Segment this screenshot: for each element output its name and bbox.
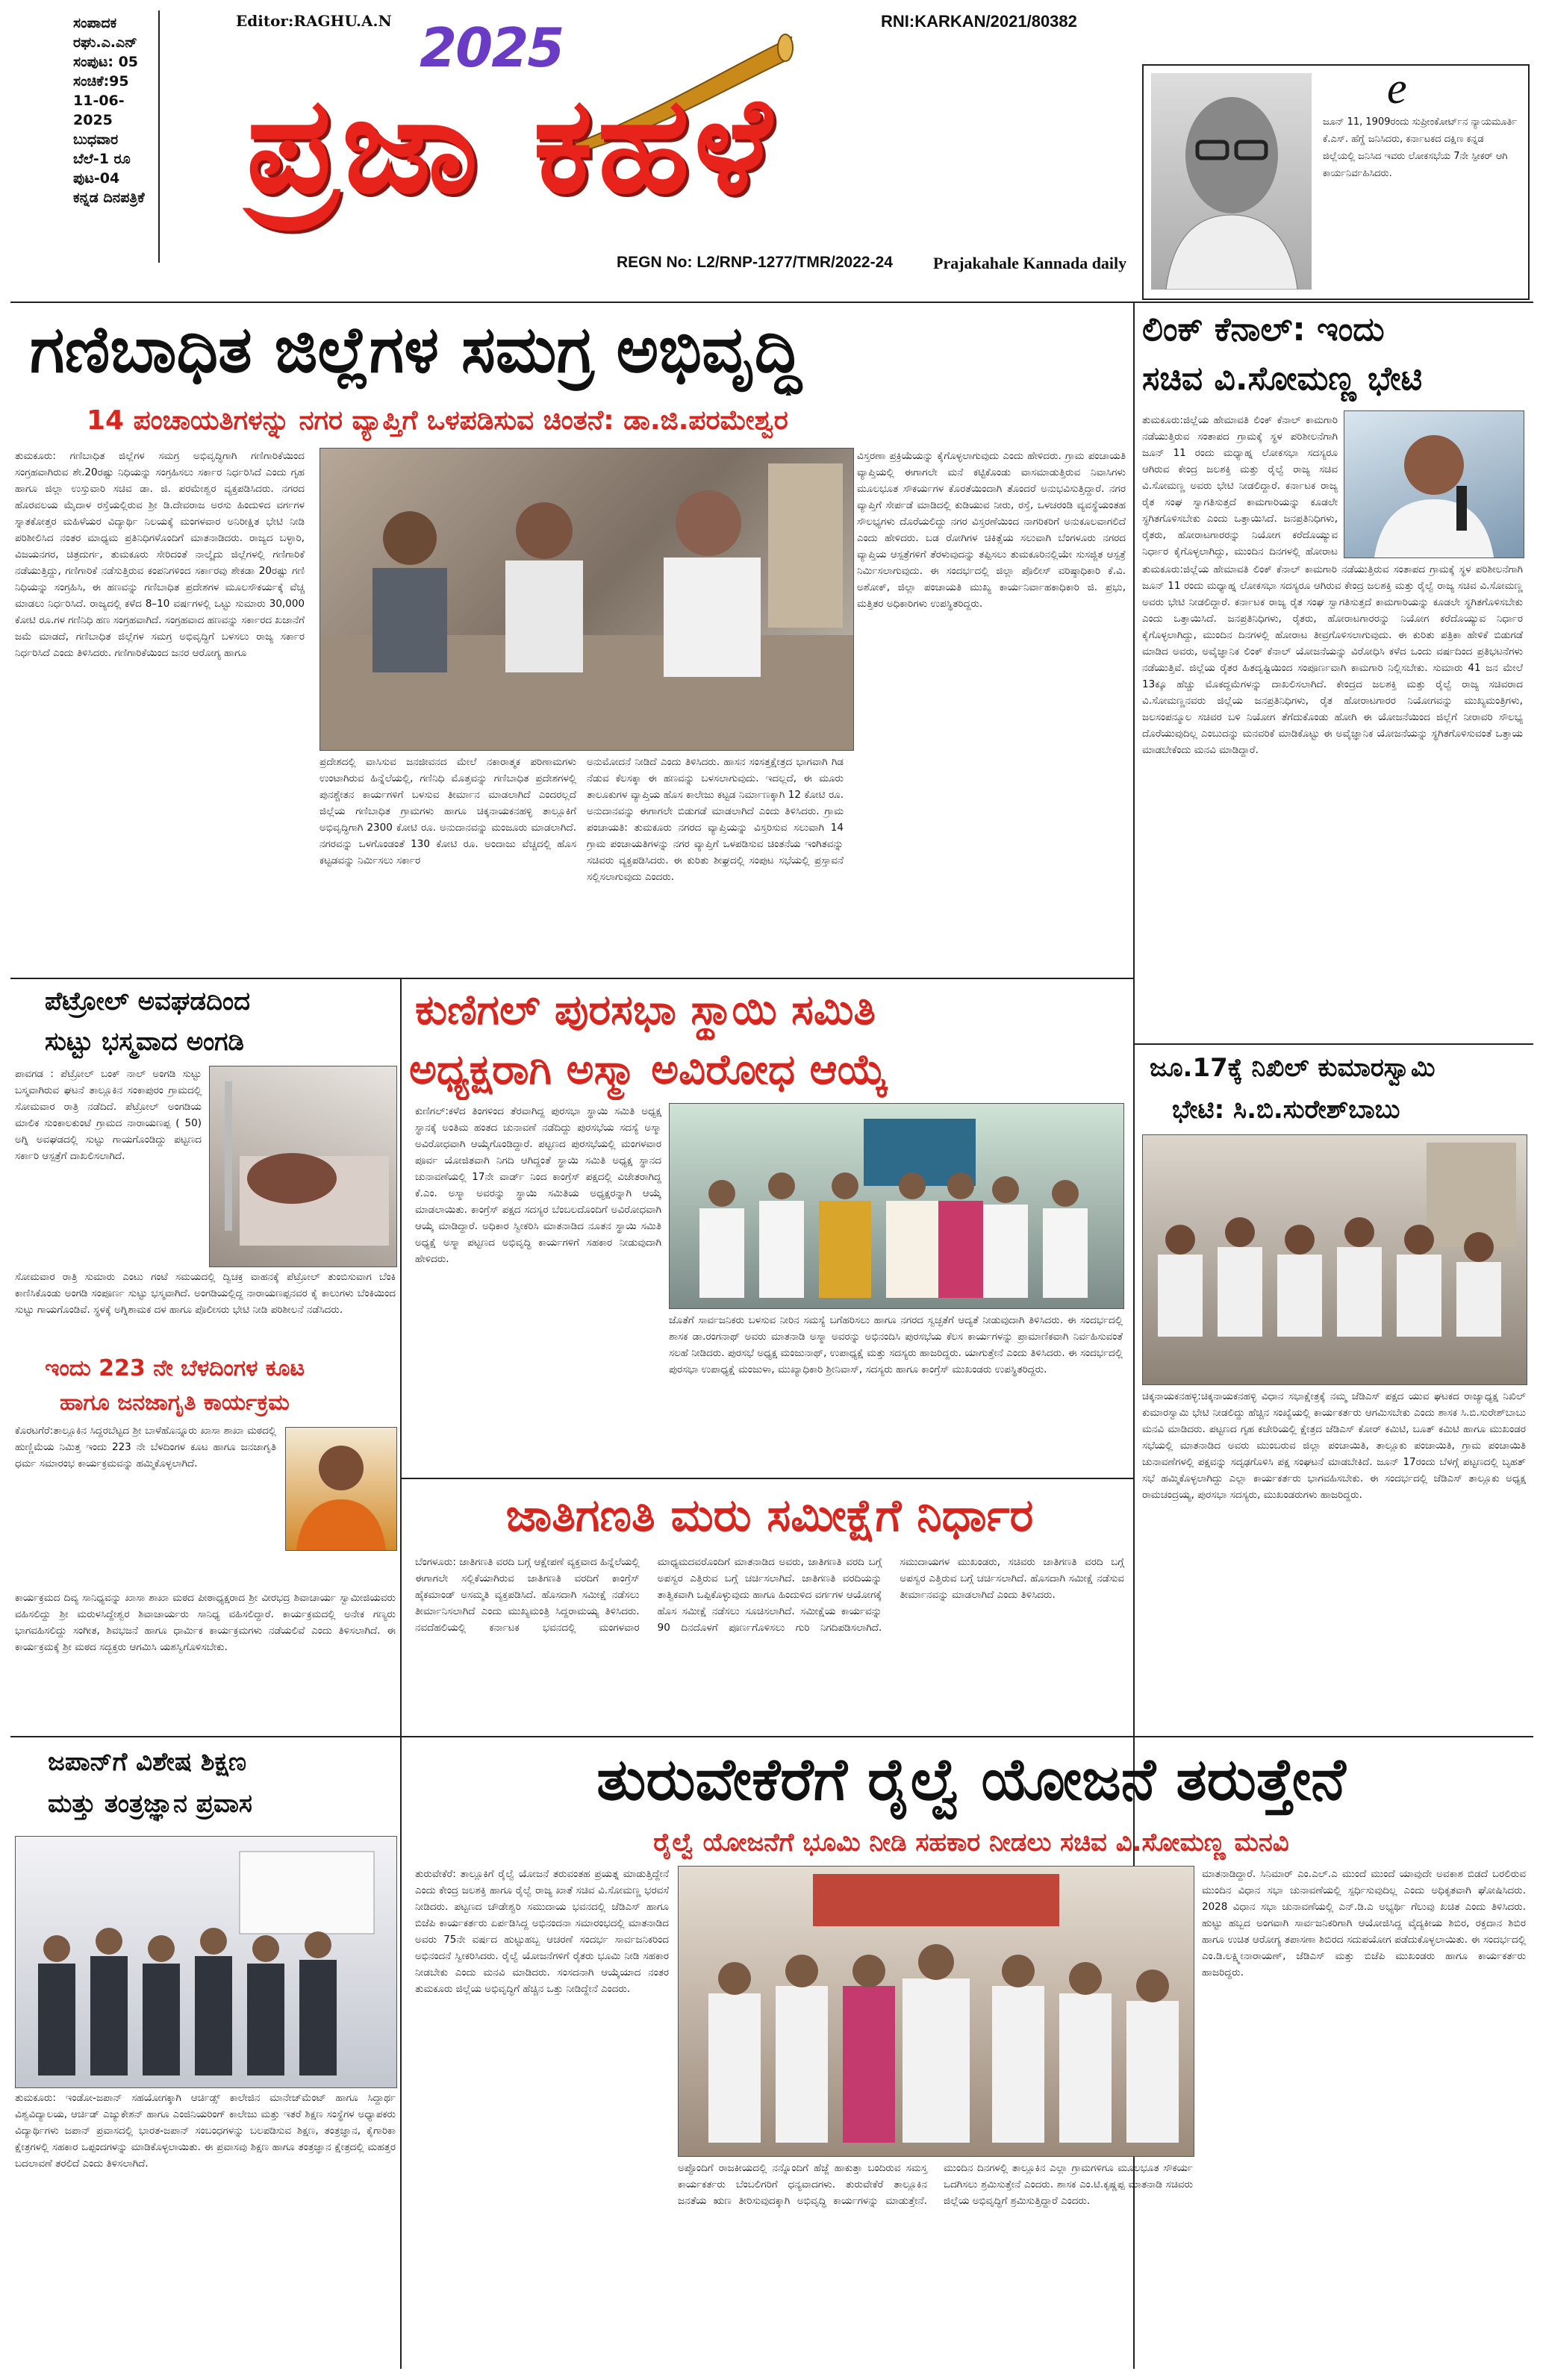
today-note: ಜೂನ್ 11, 1909ರಂದು ಸುಪ್ರೀಂಕೋರ್ಟ್‌ನ ನ್ಯಾಯಮೂರ್ತಿ ಕೆ.ಎಸ್. ಹೆಗ್ಡೆ ಜನಿಸಿದರು, ಕರ್ನಾಟಕದ ದಕ್ಷಿಣ ಕನ್ನಡ ಜಿಲ್ಲೆಯಲ್ಲಿ ಜನಿಸಿದ ಇವರು ಲೋಕಸಭೆಯ 7ನೇ ಸ್ಪೀಕರ್ ಆಗಿ ಕಾರ್ಯನಿರ್ವಹಿಸಿದರು.	[1323, 116, 1518, 179]
petrol-headline-2: ಸುಟ್ಟು ಭಸ್ಮವಾದ ಅಂಗಡಿ	[45, 1027, 244, 1057]
link-canal-headline-1: ಲಿಂಕ್ ಕೆನಾಲ್: ಇಂದು	[1142, 310, 1385, 349]
burn-victim-photo	[209, 1066, 397, 1267]
hospital-image	[210, 1066, 396, 1266]
swamiji-photo	[285, 1427, 397, 1551]
kunigal-text-side: ಕುಣಿಗಲ್:ಕಳೆದ ತಿಂಗಳಿಂದ ತೆರವಾಗಿದ್ದ ಪುರಸಭಾ ಸ್ಥಾಯಿ ಸಮಿತಿ ಅಧ್ಯಕ್ಷ ಸ್ಥಾನಕ್ಕೆ ಅಂತಿಮ ಹಂತದ ಚುನಾವಣೆ ನಡೆದಿದ್ದು ಪುರಸಭೆಯ ಸದಸ್ಯೆ ಅಸ್ಮಾ ಅವಿರೋಧವಾಗಿ ಆಯ್ಕೆಗೊಂಡಿದ್ದಾರೆ. ಪಟ್ಟಣದ ಪುರಸಭೆಯಲ್ಲಿ ಮಂಗಳವಾರ ಪೂರ್ವ ಯೋಜಿತವಾಗಿ ನಿಗದಿ ಆಗಿದ್ದಂತೆ ಸ್ಥಾಯಿ ಸಮಿತಿ ಅಧ್ಯಕ್ಷ ಸ್ಥಾನದ ಚುನಾವಣೆಯಲ್ಲಿ 17ನೇ ವಾರ್ಡ್ ನಿಂದ ಕಾಂಗ್ರೆಸ್ ಪಕ್ಷದಲ್ಲಿ ವಿಜೇತರಾಗಿದ್ದ ಕೆ.ಎಂ. ಅಸ್ಮಾ ಅವರನ್ನು ಸ್ಥಾಯಿ ಸಮಿತಿಯ ಅಧ್ಯಕ್ಷರನ್ನಾಗಿ ಆಯ್ಕೆ ಮಾಡಲಾಯಿತು. ಕಾಂಗ್ರೆಸ್ ಪಕ್ಷದ ಸದಸ್ಯರ ಬೆಂಬಲದೊಂದಿಗೆ ಅವಿರೋಧವಾಗಿ ಆಯ್ಕೆ ಮಾಡಿದ್ದಾರೆ. ಅಧಿಕಾರ ಸ್ವೀಕರಿಸಿ ಮಾತನಾಡಿದ ನೂತನ ಸ್ಥಾಯಿ ಸಮಿತಿ ಅಧ್ಯಕ್ಷೆ ಅಸ್ಮಾ ಪಟ್ಟಣದ ಅಭಿವೃದ್ಧಿ ಕಾರ್ಯಗಳಿಗೆ ಸಹಕಾರ ನೀಡುವುದಾಗಿ ಹೇಳಿದರು.	[415, 1105, 661, 1265]
link-canal-text	[1142, 561, 1523, 1024]
lead-column-3: ಅನುಮೋದನೆ ನೀಡಿದೆ ಎಂದು ತಿಳಿಸಿದರು. ಹಾಸನ ಸಂಸತ್ತಕ್ಷೇತ್ರದ ಭಾಗವಾಗಿ ಗಿಡ ನೆಡುವ ಕೆಲಸಕ್ಕಾ ಈ ಹಣವನ್ನು ಬಳಸಲಾಗುವುದು. ಇದಲ್ಲದೆ, ಈ ಮೂರು ತಾಲೂಕುಗಳ ವ್ಯಾಪ್ತಿಯ ಹೊಸ ಕಾಲೇಜು ಕಟ್ಟಡ ನಿರ್ಮಾಣಕ್ಕಾಗಿ 12 ಕೋಟಿ ರೂ. ಅನುದಾನವನ್ನು ಈಗಾಗಲೇ ಬಿಡುಗಡೆ ಮಾಡಲಾಗಿದೆ ಎಂದು ತಿಳಿಸಿದರು. ಗ್ರಾಮ ಪಂಚಾಯತಿ: ತುಮಕೂರು ನಗರದ ವ್ಯಾಪ್ತಿಯನ್ನು ವಿಸ್ತರಿಸುವ ಸಲುವಾಗಿ 14 ಗ್ರಾಮ ಪಂಚಾಯತಿಗಳನ್ನು ನಗರ ವ್ಯಾಪ್ತಿಗೆ ಒಳಪಡಿಸುವ ಚಿಂತನೆಯ ಇಂಗಿತವನ್ನು ಸಚಿವರು ವ್ಯಕ್ತಪಡಿಸಿದರು. ಈ ಕುರಿತು ಶೀಘ್ರದಲ್ಲಿ ಸಂಪುಟ ಸಭೆಯಲ್ಲಿ ಪ್ರಸ್ತಾವನೆ ಸಲ್ಲಿಸಲಾಗುವುದು ಎಂದರು.	[587, 756, 844, 883]
japan-photo	[15, 1836, 397, 2088]
jaatiganati-headline: ಜಾತಿಗಣತಿ ಮರು ಸಮೀಕ್ಷೆಗೆ ನಿರ್ಧಾರ	[505, 1490, 1034, 1542]
center-divider-1	[402, 978, 1133, 979]
masthead-info-box	[10, 10, 160, 263]
center-divider-2	[402, 1478, 1133, 1479]
lead-column-2: ಪ್ರದೇಶದಲ್ಲಿ ವಾಸಿಸುವ ಜನಜೀವನದ ಮೇಲೆ ನಕಾರಾತ್ಮಕ ಪರಿಣಾಮಗಳು ಉಂಟಾಗಿರುವ ಹಿನ್ನೆಲೆಯಲ್ಲಿ, ಗಣಿನಿಧಿ ಮೊತ್ತವನ್ನು ಗಣಿಬಾಧಿತ ಪ್ರದೇಶಗಳಲ್ಲಿ ಪುನಶ್ಚೇತನ ಕಾರ್ಯಗಳಿಗೆ ಬಳಸುವ ತೀರ್ಮಾನ ಮಾಡಲಾಗಿದೆ ಎಂದರಲ್ಲದೆ ಜಿಲ್ಲೆಯ ಗಣಿಬಾಧಿತ ಗ್ರಾಮಗಳು ಹಾಗೂ ಚಿಕ್ಕನಾಯಕನಹಳ್ಳಿ ತಾಲ್ಲೂಕಿಗೆ ಅಭಿವೃದ್ಧಿಗಾಗಿ 2300 ಕೋಟಿ ರೂ. ಅನುದಾನವನ್ನು ಮಂಜೂರು ಮಾಡಲಾಗಿದೆ. ನಗರವನ್ನು ಒಳಗೊಂಡಂತೆ 130 ಕೋಟಿ ರೂ. ಅಂದಾಜು ವೆಚ್ಚದಲ್ಲಿ ಹೊಸ ಕಟ್ಟಡವನ್ನು ನಿರ್ಮಿಸಲು ಸರ್ಕಾರ	[319, 756, 576, 866]
editor-line: Editor:RAGHU.A.N	[236, 12, 392, 30]
left-column-divider	[400, 978, 402, 2369]
swamiji-image	[286, 1428, 396, 1550]
kunigal-headline-1: ಕುಣಿಗಲ್ ಪುರಸಭಾ ಸ್ಥಾಯಿ ಸಮಿತಿ	[415, 986, 876, 1034]
date: 11-06-2025	[73, 93, 125, 128]
epaper-badge: e	[1387, 63, 1407, 113]
petrol-headline-1: ಪೆಟ್ರೋಲ್ ಅವಘಡದಿಂದ	[45, 987, 251, 1016]
rni-number: RNI:KARKAN/2021/80382	[881, 12, 1077, 31]
right-divider-1	[1135, 1043, 1533, 1045]
railway-subhead: ರೈಲ್ವೆ ಯೋಜನೆಗೆ ಭೂಮಿ ನೀಡಿ ಸಹಕಾರ ನೀಡಲು ಸಚಿವ ವಿ.ಸೋಮಣ್ಣ ಮನವಿ	[653, 1828, 1289, 1858]
petrol-text-full: ಸೋಮವಾರ ರಾತ್ರಿ ಸುಮಾರು ಎಂಟು ಗಂಟೆ ಸಮಯದಲ್ಲಿ ದ್ವಿಚಕ್ರ ವಾಹನಕ್ಕೆ ಪೆಟ್ರೋಲ್ ತುಂಬಿಸುವಾಗ ಬೆಂಕಿ ಕಾಣಿಸಿಕೊಂಡು ಅಂಗಡಿ ಸಂಪೂರ್ಣ ಸುಟ್ಟು ಭಸ್ಮವಾಗಿದೆ. ಅಂಗಡಿಯಲ್ಲಿದ್ದ ನಾರಾಯಣಪ್ಪನವರ ಕೈ ಕಾಲುಗಳು ಬೆಂಕಿಯಿಂದ ಸುಟ್ಟು ಗಾಯಗೊಂಡಿವೆ. ಸ್ಥಳಕ್ಕೆ ಅಗ್ನಿಶಾಮಕ ದಳ ಹಾಗೂ ಪೊಲೀಸರು ಭೇಟಿ ನೀಡಿ ಪರಿಶೀಲನೆ ನಡೆಸಿದರು.	[15, 1271, 396, 1316]
japan-headline-2: ಮತ್ತು ತಂತ್ರಜ್ಞಾನ ಪ್ರವಾಸ	[48, 1789, 252, 1819]
issue: ಸಂಚಿಕೆ:95	[73, 73, 129, 90]
paper-type: ಕನ್ನಡ ದಿನಪತ್ರಿಕೆ	[73, 190, 145, 206]
portrait-photo	[1151, 73, 1312, 290]
price: ಬೆಲೆ-1 ರೂ	[73, 151, 131, 167]
japan-headline-1: ಜಪಾನ್‌ಗೆ ವಿಶೇಷ ಶಿಕ್ಷಣ	[48, 1747, 246, 1777]
lead-subhead: 14 ಪಂಚಾಯತಿಗಳನ್ನು ನಗರ ವ್ಯಾಪ್ತಿಗೆ ಒಳಪಡಿಸುವ ಚಿಂತನೆ: ಡಾ.ಜಿ.ಪರಮೇಶ್ವರ	[87, 405, 788, 436]
paper-subtitle: Prajakahale Kannada daily	[933, 254, 1127, 272]
lead-photo	[319, 448, 854, 751]
kunigal-headline-2: ಅಧ್ಯಕ್ಷರಾಗಿ ಅಸ್ಮಾ ಅವಿರೋಧ ಆಯ್ಕೆ	[409, 1046, 888, 1094]
beladingala-text-full: ಕಾರ್ಯಕ್ರಮದ ದಿವ್ಯ ಸಾನಿಧ್ಯವನ್ನು ಖಾಸಾ ಶಾಖಾ ಮಠದ ಪೀಠಾಧ್ಯಕ್ಷರಾದ ಶ್ರೀ ವೀರಭದ್ರ ಶಿವಾಚಾರ್ಯ ಸ್ವಾಮೀಜಿಯವರು ವಹಿಸಲಿದ್ದು ಶ್ರೀ ಮರುಳಸಿದ್ದೇಶ್ವರ ಶಿವಾಚಾರ್ಯರು ಸಾನಿಧ್ಯ ವಹಿಸಲಿದ್ದಾರೆ. ಕಾರ್ಯಕ್ರಮದಲ್ಲಿ ಅನೇಕ ಗಣ್ಯರು ಭಾಗವಹಿಸಲಿದ್ದು ಸಂಗೀತ, ಶಿವಭಜನೆ ಹಾಗೂ ಧಾರ್ಮಿಕ ಕಾರ್ಯಕ್ರಮಗಳು ನಡೆಯಲಿವೆ ಎಂದು ತಿಳಿಸಲಾಗಿದೆ. ಈ ಕಾರ್ಯಕ್ರಮಕ್ಕೆ ಶ್ರೀ ಮಠದ ಸದ್ಭಕ್ತರು ಆಗಮಿಸಿ ಯಶಸ್ವಿಗೊಳಿಸಬೇಕು.	[15, 1592, 396, 1653]
weekday: ಬುಧವಾರ	[73, 131, 119, 148]
beladingala-headline-2: ಹಾಗೂ ಜನಜಾಗೃತಿ ಕಾರ್ಯಕ್ರಮ	[60, 1390, 290, 1416]
lead-column-1: ತುಮಕೂರು: ಗಣಿಬಾಧಿತ ಜಿಲ್ಲೆಗಳ ಸಮಗ್ರ ಅಭಿವೃದ್ಧಿಗಾಗಿ ಗಣಿಗಾರಿಕೆಯಿಂದ ಸಂಗ್ರಹವಾಗಿರುವ ಶೇ.20ರಷ್ಟು ನಿಧಿಯನ್ನು ಸಂಗ್ರಹಿಸಲು ಸರ್ಕಾರ ನಿರ್ಧರಿಸಿದೆ ಎಂದು ಗೃಹ ಹಾಗೂ ಜಿಲ್ಲಾ ಉಸ್ತುವಾರಿ ಸಚಿವ ಡಾ. ಜಿ. ಪರಮೇಶ್ವರ ವ್ಯಕ್ತಪಡಿಸಿದರು. ನಗರದ ಹೊರವಲಯ ಮೈದಾಳ ರಸ್ತೆಯಲ್ಲಿರುವ ಶ್ರೀ ಡಿ.ದೇವರಾಜ ಅರಸು ಹಿಂದುಳಿದ ವರ್ಗಗಳ ಸ್ನಾತಕೋತ್ತರ ಮಹಿಳೆಯರ ವಿದ್ಯಾರ್ಥಿ ನಿಲಯಕ್ಕೆ ಮಂಗಳವಾರ ಅನಿರೀಕ್ಷಿತ ಭೇಟಿ ನೀಡಿ ಪರಿಶೀಲಿಸಿದ ನಂತರ ಮಾಧ್ಯಮ ಪ್ರತಿನಿಧಿಗಳೊಂದಿಗೆ ಮಾತನಾಡಿದರು. ರಾಜ್ಯದ ಬಳ್ಳಾರಿ, ವಿಜಯನಗರ, ಚಿತ್ರದುರ್ಗ, ತುಮಕೂರು ಸೇರಿದಂತೆ ನಾಲ್ಕೈದು ಜಿಲ್ಲೆಗಳಲ್ಲಿ ಗಣಿಗಾರಿಕೆ ನಡೆಯುತ್ತಿದ್ದು, ಗಣಿಗಾರಿಕೆ ನಡೆಸುತ್ತಿರುವ ಕಂಪನಿಗಳಿಂದ ಸರ್ಕಾರವು ಶೇಕಡಾ 20ರಷ್ಟು ಗಣಿ ನಿಧಿಯನ್ನು ಸಂಗ್ರಹಿಸಿ, ಈ ಹಣವನ್ನು ಗಣಿಬಾಧಿತ ಪ್ರದೇಶಗಳ ಮೂಲಸೌಕರ್ಯಕ್ಕೆ ವೆಚ್ಚ ಮಾಡಲು ನಿರ್ಧರಿಸಿದೆ. ರಾಜ್ಯದಲ್ಲಿ ಕಳೆದ 8–10 ವರ್ಷಗಳಲ್ಲಿ ಒಟ್ಟು ಸುಮಾರು 30,000 ಕೋಟಿ ರೂ.ಗಳ ಗಣಿನಿಧಿ ಹಣ ಸಂಗ್ರಹವಾಗಿದೆ. ಸಂಗ್ರಹವಾದ ಹಣವನ್ನು ಸರ್ಕಾರದ ಖಜಾನೆಗೆ ಜಮೆ ಮಾಡದೆ, ಗಣಿಬಾಧಿತ ಜಿಲ್ಲೆಗಳ ಸಮಗ್ರ ಅಭಿವೃದ್ಧಿಗೆ ಬಳಸಲು ರಾಜ್ಯ ಸರ್ಕಾರ ನಿರ್ಧರಿಸಿದೆ ಎಂದು ತಿಳಿಸಿದರು. ಗಣಿಗಾರಿಕೆಯಿಂದ ಜನರ ಆರೋಗ್ಯ ಹಾಗೂ	[15, 450, 305, 659]
left-divider-1	[10, 978, 400, 979]
today-box	[1142, 64, 1530, 300]
felicitation-image	[670, 1104, 1123, 1308]
kunigal-text-full: ಜೊತೆಗೆ ಸಾರ್ವಜನಿಕರು ಬಳಸುವ ನೀರಿನ ಸಮಸ್ಯೆ ಬಗೆಹರಿಸಲು ಹಾಗೂ ನಗರದ ಸ್ವಚ್ಛತೆಗೆ ಆದ್ಯತೆ ನೀಡುವುದಾಗಿ ತಿಳಿಸಿದರು. ಈ ಸಂದರ್ಭದಲ್ಲಿ ಶಾಸಕ ಡಾ.ರಂಗನಾಥ್ ಅವರು ಮಾತನಾಡಿ ಅಸ್ಮಾ ಅವರನ್ನು ಅಭಿನಂದಿಸಿ ಪುರಸಭೆಯ ಕೆಲಸ ಕಾರ್ಯಗಳನ್ನು ಪ್ರಾಮಾಣಿಕವಾಗಿ ನಿರ್ವಹಿಸುವಂತೆ ಸಲಹೆ ನೀಡಿದರು. ಪುರಸಭೆ ಅಧ್ಯಕ್ಷ ಮಂಜುನಾಥ್, ಉಪಾಧ್ಯಕ್ಷೆ ಮತ್ತು ಸದಸ್ಯರು ಹಾಜರಿದ್ದರು. ಯಾಗುತ್ತೇನೆ ಎಂದು ತಿಳಿಸಿದರು. ಈ ಸಂದರ್ಭದಲ್ಲಿ ಪುರಸಭಾ ಉಪಾಧ್ಯಕ್ಷೆ ಮಂಜುಳಾ, ಮುಖ್ಯಾಧಿಕಾರಿ ಶ್ರೀನಿವಾಸ್, ಸದಸ್ಯರು ಹಾಗೂ ಕಾಂಗ್ರೆಸ್ ಮುಖಂಡರು ಉಪಸ್ಥಿತರಿದ್ದರು.	[669, 1314, 1123, 1375]
left-divider-2	[10, 1736, 400, 1737]
nikhil-headline-1: ಜೂ.17ಕ್ಕೆ ನಿಖಿಲ್ ಕುಮಾರಸ್ವಾಮಿ	[1150, 1053, 1436, 1083]
minister-image	[1344, 411, 1524, 557]
railway-photo	[678, 1866, 1194, 2157]
nikhil-text: ಚಿಕ್ಕನಾಯಕನಹಳ್ಳಿ:ಚಿಕ್ಕನಾಯಕನಹಳ್ಳಿ ವಿಧಾನ ಸಭಾಕ್ಷೇತ್ರಕ್ಕೆ ನಮ್ಮ ಜೆಡಿಎಸ್ ಪಕ್ಷದ ಯುವ ಘಟಕದ ರಾಜ್ಯಾಧ್ಯಕ್ಷ ನಿಖಿಲ್ ಕುಮಾರಸ್ವಾಮಿ ಭೇಟಿ ನೀಡಲಿದ್ದು ಹೆಚ್ಚಿನ ಸಂಖ್ಯೆಯಲ್ಲಿ ಕಾರ್ಯಕರ್ತರು ಆಗಮಿಸಬೇಕು ಎಂದು ಶಾಸಕ ಸಿ.ಬಿ.ಸುರೇಶ್‌ಬಾಬು ಮನವಿ ಮಾಡಿದರು. ಪಟ್ಟಣದ ಗೃಹ ಕಚೇರಿಯಲ್ಲಿ ಕ್ಷೇತ್ರದ ಜೆಡಿಎಸ್ ಕೋರ್ ಕಮಿಟಿ, ಬೂತ್ ಕಮಿಟಿ ಹಾಗೂ ಮುಖಂಡರ ಸಭೆಯಲ್ಲಿ ಮಾತನಾಡಿದ ಅವರು ಮುಂಬರುವ ಜಿಲ್ಲಾ ಪಂಚಾಯಿತಿ, ತಾಲ್ಲೂಕು ಪಂಚಾಯಿತಿ, ಗ್ರಾಮ ಪಂಚಾಯಿತಿ ಚುನಾವಣೆಗಳಲ್ಲಿ ಪಕ್ಷವನ್ನು ಸದೃಢಗೊಳಿಸಿ ಪಕ್ಷ ಸಂಘಟನೆ ಮಾಡಬೇಕಿದೆ. ಜೂನ್ 17ರಂದು ಬೆಳಗ್ಗೆ ಪಟ್ಟಣದಲ್ಲಿ ಬೃಹತ್ ಸಭೆ ಹಮ್ಮಿಕೊಳ್ಳಲಾಗಿದ್ದು ಎಲ್ಲಾ ಕಾರ್ಯಕರ್ತರು ಭಾಗವಹಿಸಬೇಕು. ಈ ಸಂದರ್ಭದಲ್ಲಿ ಜೆಡಿಎಸ್ ತಾಲ್ಲೂಕು ಅಧ್ಯಕ್ಷ ರಾಮಚಂದ್ರಯ್ಯ, ಪುರಸಭಾ ಸದಸ್ಯರು, ಮುಖಂಡರುಗಳು ಹಾಜರಿದ್ದರು.	[1142, 1390, 1526, 1501]
lead-column-4: ವಿಸ್ತರಣಾ ಪ್ರಕ್ರಿಯೆಯನ್ನು ಕೈಗೊಳ್ಳಲಾಗುವುದು ಎಂದು ಹೇಳಿದರು. ಗ್ರಾಮ ಪಂಚಾಯತಿ ವ್ಯಾಪ್ತಿಯಲ್ಲಿ ಈಗಾಗಲೇ ಮನೆ ಕಟ್ಟಿಕೊಂಡು ವಾಸಮಾಡುತ್ತಿರುವ ನಿವಾಸಿಗಳು ಮೂಲಭೂತ ಸೌಕರ್ಯಗಳ ಕೊರತೆಯಿಂದಾಗಿ ತೊಂದರೆ ಅನುಭವಿಸುತ್ತಿದ್ದಾರೆ. ನಗರ ವ್ಯಾಪ್ತಿಗೆ ಸೇರ್ಪಡೆ ಮಾಡಿದಲ್ಲಿ ಕುಡಿಯುವ ನೀರು, ರಸ್ತೆ, ಒಳಚರಂಡಿ ವ್ಯವಸ್ಥೆಯಂತಹ ಸೌಲಭ್ಯಗಳು ದೊರೆಯಲಿದ್ದು ನಗರ ವಿಸ್ತರಣೆಯಿಂದ ನಾಗರಿಕರಿಗೆ ಅನುಕೂಲವಾಗಲಿದೆ ಎಂದು ಹೇಳಿದರು. ಬಡ ರೋಗಿಗಳ ಚಿಕಿತ್ಸೆಯ ಸಲುವಾಗಿ ಬೆಂಗಳೂರು ನಗರದ ವ್ಯಾಪ್ತಿಯ ಆಸ್ಪತ್ರೆಗಳಿಗೆ ತೆರಳುವುದನ್ನು ತಪ್ಪಿಸಲು ತುಮಕೂರಿನಲ್ಲಿಯೇ ಸುಸಜ್ಜಿತ ಆಸ್ಪತ್ರೆ ನಿರ್ಮಿಸಲಾಗುವುದು. ಈ ಸಂದರ್ಭದಲ್ಲಿ ಜಿಲ್ಲಾ ಪೊಲೀಸ್ ವರಿಷ್ಠಾಧಿಕಾರಿ ಕೆ.ವಿ. ಅಶೋಕ್, ಜಿಲ್ಲಾ ಪಂಚಾಯತಿ ಮುಖ್ಯ ಕಾರ್ಯನಿರ್ವಾಹಕಾಧಿಕಾರಿ ಜಿ. ಪ್ರಭು, ಮತ್ತಿತರ ಅಧಿಕಾರಿಗಳು ಉಪಸ್ಥಿತರಿದ್ದರು.	[857, 450, 1126, 610]
page-count: ಪುಟ-04	[73, 170, 120, 187]
minister-photo	[1344, 410, 1524, 558]
center-divider-3	[402, 1736, 1533, 1737]
nikhil-photo	[1142, 1134, 1527, 1385]
portrait-image	[1151, 73, 1312, 290]
railway-column-2: ಅಪ್ಪೊಂದಿಗೆ ರಾಜಕೀಯದಲ್ಲಿ ನನ್ನೊಂದಿಗೆ ಹೆಜ್ಜೆ ಹಾಕುತ್ತಾ ಬಂದಿರುವ ಸಮಸ್ತ ಕಾರ್ಯಕರ್ತರು ಬೆಂಬಲಿಗರಿಗೆ ಧನ್ಯವಾದಗಳು. ತುರುವೇಕೆರೆ ತಾಲ್ಲೂಕಿನ ಜನತೆಯ ಋಣ ತೀರಿಸುವುದಕ್ಕಾಗಿ ಅಭಿವೃದ್ಧಿ ಕಾರ್ಯಗಳನ್ನು ಮಾಡುತ್ತೇನೆ. ಮುಂದಿನ ದಿನಗಳಲ್ಲಿ ತಾಲ್ಲೂಕಿನ ಎಲ್ಲಾ ಗ್ರಾಮಗಳಿಗೂ ಮೂಲಭೂತ ಸೌಕರ್ಯ ಒದಗಿಸಲು ಶ್ರಮಿಸುತ್ತೇನೆ ಎಂದರು. ಶಾಸಕ ಎಂ.ಟಿ.ಕೃಷ್ಣಪ್ಪ ಮಾತನಾಡಿ ಸಚಿವರು ಜಿಲ್ಲೆಯ ಅಭಿವೃದ್ಧಿಗೆ ಶ್ರಮಿಸುತ್ತಿದ್ದಾರೆ ಎಂದರು.	[678, 2162, 1193, 2207]
link-canal-headline-2: ಸಚಿವ ವಿ.ಸೋಮಣ್ಣ ಭೇಟಿ	[1142, 360, 1423, 398]
railway-column-3: ಮಾತನಾಡಿದ್ದಾರೆ. ಸಿನಿಮಾರ್ ಎಂ.ಎಲ್.ಎ ಮುಂದೆ ಮುಂದೆ ಯಾವುದೇ ಅವಕಾಶ ಬಿಡದೆ ಬರಲಿರುವ ಮುಂದಿನ ವಿಧಾನ ಸಭಾ ಚುನಾವಣೆಯಲ್ಲಿ ಸ್ಪರ್ಧಿಸುವುದಿಲ್ಲ ಎಂದು ಅಧಿಕೃತವಾಗಿ ಘೋಷಿಸಿದರು. 2028 ವಿಧಾನ ಸಭಾ ಚುನಾವಣೆಯಲ್ಲಿ ಎನ್.ಡಿ.ಎ ಅಭ್ಯರ್ಥಿ ಗೆಲುವು ಖಚಿತ ಎಂದು ತಿಳಿಸಿದರು. ಹುಟ್ಟು ಹಬ್ಬದ ಅಂಗವಾಗಿ ಸಾರ್ವಜನಿಕರಿಗಾಗಿ ಆಯೋಜಿಸಿದ್ದ ವೈದ್ಯಕೀಯ ಶಿಬಿರ, ರಕ್ತದಾನ ಶಿಬಿರ ಹಾಗೂ ಉಚಿತ ಆರೋಗ್ಯ ತಪಾಸಣಾ ಶಿಬಿರದ ಸದುಪಯೋಗ ಪಡೆದುಕೊಳ್ಳಲಾಯಿತು. ಈ ಸಂದರ್ಭದಲ್ಲಿ ಎಂ.ಡಿ.ಲಕ್ಷ್ಮೀನಾರಾಯಣ್, ಜೆಡಿಎಸ್ ಮತ್ತು ಬಿಜೆಪಿ ಮುಖಂಡರು ಹಾಗೂ ಕಾರ್ಯಕರ್ತರು ಹಾಜರಿದ್ದರು.	[1202, 1868, 1526, 1978]
nikhil-headline-2: ಭೇಟಿ: ಸಿ.ಬಿ.ಸುರೇಶ್‌ಬಾಬು	[1172, 1095, 1400, 1125]
link-canal-text-continued: ತುಮಕೂರು:ಜಿಲ್ಲೆಯ ಹೇಮಾವತಿ ಲಿಂಕ್ ಕೆನಾಲ್ ಕಾಮಗಾರಿ ನಡೆಯುತ್ತಿರುವ ಸಂತಾಪದ ಗ್ರಾಮಕ್ಕೆ ಸ್ಥಳ ಪರಿಶೀಲನೆಗಾಗಿ ಜೂನ್ 11 ರಂದು ಮಧ್ಯಾಹ್ನ ಲೋಕಸಭಾ ಸದಸ್ಯರೂ ಆಗಿರುವ ಕೇಂದ್ರ ಜಲಶಕ್ತಿ ಮತ್ತು ರೈಲ್ವೆ ರಾಜ್ಯ ಸಚಿವ ವಿ.ಸೋಮಣ್ಣ ಅವರು ಭೇಟಿ ನೀಡಲಿದ್ದಾರೆ. ಕರ್ನಾಟಕ ರಾಜ್ಯ ರೈತ ಸಂಘ ಸ್ವಾಗತಿಸುತ್ತದೆ ಕಾಮಗಾರಿಯನ್ನು ಕೂಡಲೇ ಸ್ಥಗಿತಗೊಳಿಸಬೇಕು ಎಂದು ಒತ್ತಾಯಿಸಿದೆ. ಜನಪ್ರತಿನಿಧಿಗಳು, ರೈತರು, ಹೋರಾಟಗಾರರನ್ನು ನಿಯೋಗ ಕರೆದೊಯ್ಯುವ ನಿರ್ಧಾರ ಕೈಗೊಳ್ಳಲಾಗಿದ್ದು, ಮುಂದಿನ ದಿನಗಳಲ್ಲಿ ಹೋರಾಟ ತೀವ್ರಗೊಳಿಸಲಾಗುವುದು. ಈ ಕುರಿತು ಪತ್ರಿಕಾ ಹೇಳಿಕೆ ಬಿಡುಗಡೆ ಮಾಡಿದ ಅವರು, ಅವೈಜ್ಞಾನಿಕ ಲಿಂಕ್ ಕೆನಾಲ್ ಯೋಜನೆಯನ್ನು ವಿರೋಧಿಸಿ ಕಳೆದ ಒಂದು ವರ್ಷದಿಂದ ಪ್ರತಿಭಟನೆಗಳು ನಡೆಯುತ್ತಿವೆ. ಜಿಲ್ಲೆಯ ರೈತರ ಹಿತದೃಷ್ಟಿಯಿಂದ ಸಂಪೂರ್ಣವಾಗಿ ಕಾಮಗಾರಿ ನಿಲ್ಲಿಸಬೇಕು. ಸುಮಾರು 41 ಜನ ಮೇಲೆ 13ಕ್ಕೂ ಹೆಚ್ಚು ಮೊಕದ್ದಮೆಗಳನ್ನು ದಾಖಲಿಸಲಾಗಿದೆ. ಕೇಂದ್ರದ ಜಲಶಕ್ತಿ ಮತ್ತು ರೈಲ್ವೆ ರಾಜ್ಯ ಸಚಿವರಾದ ವಿ.ಸೋಮಣ್ಣನವರು ಜಿಲ್ಲೆಯ ಜನಪ್ರತಿನಿಧಿಗಳು, ರೈತ ಹೋರಾಟಗಾರರ ನಿಯೋಗವನ್ನು ಮುಖ್ಯಮಂತ್ರಿಗಳು, ಜಲಸಂಪನ್ಮೂಲ ಸಚಿವರ ಬಳಿ ನಿಯೋಗ ತೆಗೆದುಕೊಂಡು ಹೋಗಿ ಈ ಯೋಜನೆಯಿಂದ ಜಿಲ್ಲೆಗೆ ನೀರಾವರಿ ಸೌಲಭ್ಯ ದೊರೆಯುವುದಿಲ್ಲ ಎಂಬುದನ್ನು ಮನವರಿಕೆ ಮಾಡಿಕೊಟ್ಟು ಈ ಅವೈಜ್ಞಾನಿಕ ಯೋಜನೆಯನ್ನು ಸ್ಥಗಿತಗೊಳಿಸುವಂತೆ ಒತ್ತಾಯ ಮಾಡಬೇಕೆಂದು ಮನವಿ ಮಾಡಿದ್ದಾರೆ.	[1142, 563, 1523, 756]
japan-text: ತುಮಕೂರು: ಇಂಡೋ-ಜಪಾನ್ ಸಹಯೋಗಕ್ಕಾಗಿ ಆರ್ಚಿಡ್ಸ್ ಕಾಲೇಜಿನ ಮಾನೇಜ್‌ಮೆಂಟ್ ಹಾಗೂ ಸಿದ್ದಾರ್ಥ ವಿಶ್ವವಿದ್ಯಾಲಯ, ಆರ್ಚಿಡ್ ಎಜ್ಯುಕೇಶನ್ ಹಾಗೂ ಎಂಜಿನಿಯರಿಂಗ್ ಕಾಲೇಜು ಮತ್ತು ಇತರೆ ಶಿಕ್ಷಣ ಸಂಸ್ಥೆಗಳ ಅಧ್ಯಾಪಕರು ವಿದ್ಯಾರ್ಥಿಗಳು ಜಪಾನ್ ಪ್ರವಾಸದಲ್ಲಿ ಭಾರತ-ಜಪಾನ್ ಸಂಬಂಧಗಳನ್ನು ಬಲಪಡಿಸುವ ಶಿಕ್ಷಣ, ತಂತ್ರಜ್ಞಾನ, ಕೈಗಾರಿಕಾ ಕ್ಷೇತ್ರಗಳಲ್ಲಿ ಸಹಕಾರ ಒಪ್ಪಂದಗಳನ್ನು ಮಾಡಿಕೊಳ್ಳಲಾಯಿತು. ಈ ಪ್ರವಾಸವು ಶಿಕ್ಷಣ ಹಾಗೂ ತಂತ್ರಜ್ಞಾನ ಕ್ಷೇತ್ರದಲ್ಲಿ ಮಹತ್ತರ ಬದಲಾವಣೆ ತರಲಿದೆ ಎಂದು ತಿಳಿಸಲಾಗಿದೆ.	[15, 2092, 396, 2170]
railway-column-1: ತುರುವೇಕೆರೆ: ತಾಲ್ಲೂಕಿಗೆ ರೈಲ್ವೆ ಯೋಜನೆ ತರುವಂತಹ ಪ್ರಯತ್ನ ಮಾಡುತ್ತಿದ್ದೇನೆ ಎಂದು ಕೇಂದ್ರ ಜಲಶಕ್ತಿ ಹಾಗೂ ರೈಲ್ವೆ ರಾಜ್ಯ ಖಾತೆ ಸಚಿವ ವಿ.ಸೋಮಣ್ಣ ಭರವಸೆ ನೀಡಿದರು. ಪಟ್ಟಣದ ಚೌಡೇಶ್ವರಿ ಸಮುದಾಯ ಭವನದಲ್ಲಿ ಜೆಡಿಎಸ್ ಹಾಗೂ ಬಿಜೆಪಿ ಕಾರ್ಯಕರ್ತರು ಏರ್ಪಡಿಸಿದ್ದ ಅಭಿನಂದನಾ ಸಮಾರಂಭದಲ್ಲಿ ಮಾತನಾಡಿದ ಅವರು 75ನೇ ವರ್ಷದ ಹುಟ್ಟುಹಬ್ಬ ಆಚರಣೆ ಸಂದರ್ಭ ಸಾರ್ವಜನಿಕರಿಂದ ಅಭಿನಂದನೆ ಸ್ವೀಕರಿಸಿದರು. ರೈಲ್ವೆ ಯೋಜನೆಗಳಿಗೆ ರೈತರು ಭೂಮಿ ನೀಡಿ ಸಹಕಾರ ನೀಡಬೇಕು ಎಂದು ಮನವಿ ಮಾಡಿದರು. ಸಂಸದನಾಗಿ ಆಯ್ಕೆಯಾದ ನಂತರ ತುಮಕೂರು ಜಿಲ್ಲೆಯ ಅಭಿವೃದ್ಧಿಗೆ ಹೆಚ್ಚಿನ ಒತ್ತು ನೀಡಿದ್ದೇನೆ ಎಂದರು.	[415, 1868, 669, 1995]
editor-label: ಸಂಪಾದಕ	[73, 15, 117, 31]
petrol-text-side: ಪಾವಗಡ : ಪೆಟ್ರೋಲ್ ಬಂಕ್ ನಾಲ್ ಅಂಗಡಿ ಸುಟ್ಟು ಬಸ್ಮವಾಗಿರುವ ಘಟನೆ ತಾಲ್ಲೂಕಿನ ಸಂಕಾಪುರಂ ಗ್ರಾಮದಲ್ಲಿ ಸೋಮವಾರ ರಾತ್ರಿ ನಡೆದಿದೆ. ಪೆಟ್ರೋಲ್ ಅಂಗಡಿಯ ಮಾಲಿಕ ಸುಂಕಾಲಕುಂಟೆ ಗ್ರಾಮದ ನಾರಾಯಣಪ್ಪ ( 50) ಅಗ್ನಿ ಅವಘಡದಲ್ಲಿ ಸುಟ್ಟು ಗಾಯಗೊಂಡಿದ್ದು ಪಟ್ಟಣದ ಸರ್ಕಾರಿ ಆಸ್ಪತ್ರೆಗೆ ದಾಖಲಿಸಲಾಗಿದೆ.	[15, 1068, 202, 1162]
editor-name: ರಘು.ಎ.ಎನ್	[73, 34, 137, 51]
party-meeting-image	[1143, 1135, 1527, 1384]
minister-felicitation-image	[679, 1867, 1194, 2156]
volume: ಸಂಪುಟ: 05	[73, 54, 139, 70]
masthead-divider	[10, 302, 1533, 303]
lead-headline: ಗಣಿಬಾಧಿತ ಜಿಲ್ಲೆಗಳ ಸಮಗ್ರ ಅಭಿವೃದ್ಧಿ	[30, 313, 802, 387]
masthead-title: ಪ್ರಜಾ ಕಹಳೆ	[246, 68, 776, 222]
meeting-image	[320, 449, 853, 750]
railway-headline: ತುರುವೇಕೆರೆಗೆ ರೈಲ್ವೆ ಯೋಜನೆ ತರುತ್ತೇನೆ	[596, 1746, 1346, 1814]
delegation-image	[16, 1837, 396, 2087]
beladingala-text-side: ಕೊರಟಗೆರೆ:ತಾಲ್ಲೂಕಿನ ಸಿದ್ದರಬೆಟ್ಟದ ಶ್ರೀ ಬಾಳೆಹೊನ್ನೂರು ಖಾಸಾ ಶಾಖಾ ಮಠದಲ್ಲಿ ಹುಣ್ಣಿಮೆಯ ನಿಮಿತ್ತ ಇಂದು 223 ನೇ ಬೆಳದಿಂಗಳ ಕೂಟ ಹಾಗೂ ಜನಜಾಗೃತಿ ಧರ್ಮ ಸಮಾರಂಭ ಕಾರ್ಯಕ್ರಮವನ್ನು ಹಮ್ಮಿಕೊಳ್ಳಲಾಗಿದೆ.	[15, 1425, 276, 1469]
registration-number: REGN No: L2/RNP-1277/TMR/2022-24	[617, 254, 893, 271]
beladingala-headline-1: ಇಂದು 223 ನೇ ಬೆಳದಿಂಗಳ ಕೂಟ	[45, 1355, 305, 1381]
masthead-year: 2025	[420, 16, 564, 79]
kunigal-photo	[669, 1103, 1124, 1309]
link-canal-intro: ತುಮಕೂರು:ಜಿಲ್ಲೆಯ ಹೇಮಾವತಿ ಲಿಂಕ್ ಕೆನಾಲ್ ಕಾಮಗಾರಿ ನಡೆಯುತ್ತಿರುವ ಸಂತಾಪದ ಗ್ರಾಮಕ್ಕೆ ಸ್ಥಳ ಪರಿಶೀಲನೆಗಾಗಿ ಜೂನ್ 11 ರಂದು ಮಧ್ಯಾಹ್ನ ಲೋಕಸಭಾ ಸದಸ್ಯರೂ ಆಗಿರುವ ಕೇಂದ್ರ ಜಲಶಕ್ತಿ ಮತ್ತು ರೈಲ್ವೆ ರಾಜ್ಯ ಸಚಿವ ವಿ.ಸೋಮಣ್ಣ ಅವರು ಭೇಟಿ ನೀಡಲಿದ್ದಾರೆ. ಕರ್ನಾಟಕ ರಾಜ್ಯ ರೈತ ಸಂಘ ಸ್ವಾಗತಿಸುತ್ತದೆ ಕಾಮಗಾರಿಯನ್ನು ಕೂಡಲೇ ಸ್ಥಗಿತಗೊಳಿಸಬೇಕು ಎಂದು ಒತ್ತಾಯಿಸಿದೆ. ಜನಪ್ರತಿನಿಧಿಗಳು, ರೈತರು, ಹೋರಾಟಗಾರರನ್ನು ನಿಯೋಗ ಕರೆದೊಯ್ಯುವ ನಿರ್ಧಾರ ಕೈಗೊಳ್ಳಲಾಗಿದ್ದು, ಮುಂದಿನ ದಿನಗಳಲ್ಲಿ ಹೋರಾಟ	[1142, 414, 1338, 557]
jaatiganati-text: ಬೆಂಗಳೂರು: ಜಾತಿಗಣತಿ ವರದಿ ಬಗ್ಗೆ ಆಕ್ಷೇಪಣೆ ವ್ಯಕ್ತವಾದ ಹಿನ್ನೆಲೆಯಲ್ಲಿ ಈಗಾಗಲೇ ಸಲ್ಲಿಕೆಯಾಗಿರುವ ಜಾತಿಗಣತಿ ವರದಿಗೆ ಕಾಂಗ್ರೆಸ್ ಹೈಕಮಾಂಡ್ ಅಸಮ್ಮತಿ ವ್ಯಕ್ತಪಡಿಸಿದೆ. ಹೊಸದಾಗಿ ಸಮೀಕ್ಷೆ ನಡೆಸಲು ತೀರ್ಮಾನಿಸಲಾಗಿದೆ ಎಂದು ಮುಖ್ಯಮಂತ್ರಿ ಸಿದ್ದರಾಮಯ್ಯ ತಿಳಿಸಿದರು. ನವದೆಹಲಿಯಲ್ಲಿ ಕರ್ನಾಟಕ ಭವನದಲ್ಲಿ ಮಂಗಳವಾರ ಮಾಧ್ಯಮದವರೊಂದಿಗೆ ಮಾತನಾಡಿದ ಅವರು, ಜಾತಿಗಣತಿ ವರದಿ ಬಗ್ಗೆ ಅಪಸ್ವರ ಎತ್ತಿರುವ ಬಗ್ಗೆ ಚರ್ಚಿಸಲಾಗಿದೆ. ಜಾತಿಗಣತಿ ವರದಿಯನ್ನು ತಾತ್ವಿಕವಾಗಿ ಒಪ್ಪಿಕೊಳ್ಳುವುದು ಹಾಗೂ ಹಿಂದುಳಿದ ವರ್ಗಗಳ ಆಯೋಗಕ್ಕೆ ಹೊಸ ಸಮೀಕ್ಷೆ ನಡೆಸಲು ಸೂಚಿಸಲಾಗಿದೆ. ಸಮೀಕ್ಷೆಯ ಕಾರ್ಯವನ್ನು 90 ದಿನದೊಳಗೆ ಪೂರ್ಣಗೊಳಿಸಲು ಗುರಿ ನಿಗದಿಪಡಿಸಲಾಗಿದೆ. ಸಮುದಾಯಗಳ ಮುಖಂಡರು, ಸಚಿವರು ಜಾತಿಗಣತಿ ವರದಿ ಬಗ್ಗೆ ಅಪಸ್ವರ ಎತ್ತಿರುವ ಬಗ್ಗೆ ಚರ್ಚಿಸಲಾಗಿದೆ. ಹೊಸದಾಗಿ ಸಮೀಕ್ಷೆ ನಡೆಸುವ ತೀರ್ಮಾನವನ್ನು ಮಾಡಲಾಗಿದೆ ಎಂದು ತಿಳಿಸಿದರು.	[415, 1556, 1124, 1634]
